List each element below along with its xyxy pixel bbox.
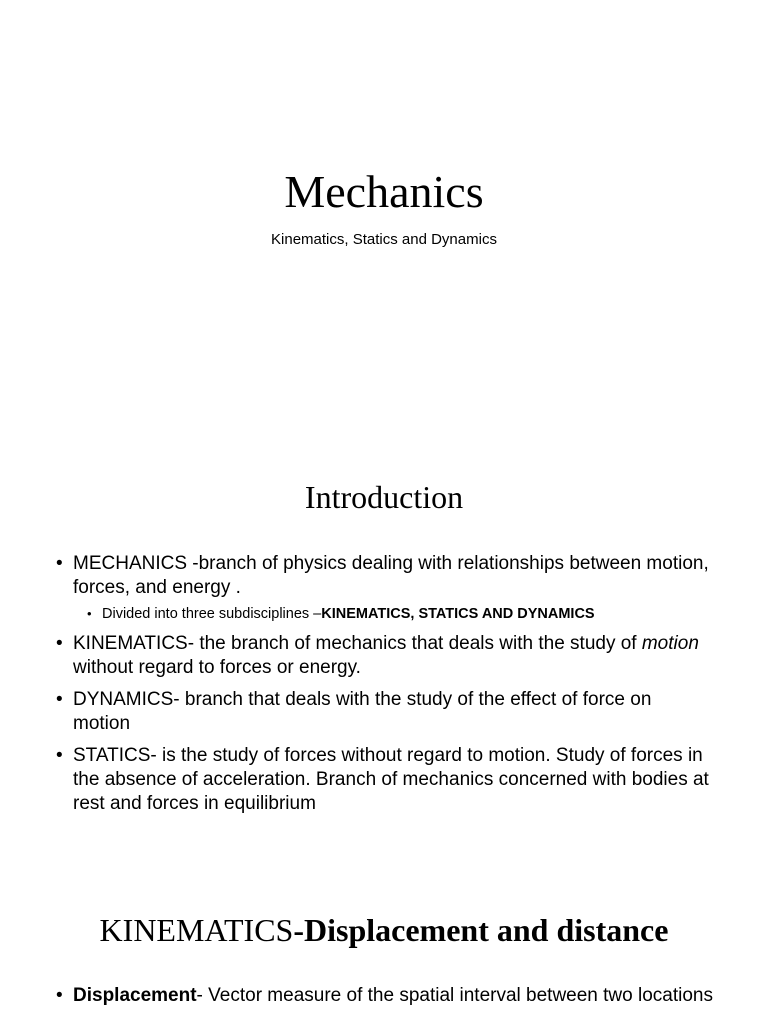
bullet-emphasis: KINEMATICS, STATICS AND DYNAMICS bbox=[321, 606, 595, 622]
bullet-text: STATICS- is the study of forces without regard to motion. Study of forces in the absence of acceleration. Branch of mechanics concerned with bodies at rest and forces in equilibrium bbox=[73, 745, 709, 814]
bullet-dynamics bbox=[0, 688, 713, 736]
bullet-mechanics bbox=[0, 552, 713, 600]
bullet-dot: • bbox=[87, 606, 92, 621]
heading-bold: -Displacement and distance bbox=[293, 912, 669, 948]
bullet-statics bbox=[0, 744, 713, 816]
bullet-dot: • bbox=[56, 553, 63, 574]
bullet-text-tail: without regard to forces or energy. bbox=[73, 657, 361, 678]
heading-plain: KINEMATICS bbox=[99, 912, 294, 948]
slide-heading: Introduction bbox=[304, 479, 464, 515]
bullet-list bbox=[0, 552, 722, 824]
title-slide bbox=[0, 0, 768, 438]
bullet-term: Displacement bbox=[73, 985, 197, 1006]
bullet-text: MECHANICS -branch of physics dealing with relationships between motion, forces, and energy . bbox=[73, 553, 709, 598]
bullet-dot: • bbox=[56, 633, 63, 654]
bullet-text: - Vector measure of the spatial interval between two locations bbox=[196, 985, 713, 1006]
slide-heading bbox=[0, 911, 768, 949]
bullet-kinematics bbox=[0, 632, 713, 680]
bullet-subdisciplines bbox=[0, 604, 722, 624]
slide-subtitle: Kinematics, Statics and Dynamics bbox=[271, 231, 497, 248]
introduction-slide bbox=[0, 438, 768, 870]
bullet-dot: • bbox=[56, 689, 63, 710]
bullet-dot: • bbox=[56, 985, 63, 1006]
bullet-text: Divided into three subdisciplines – bbox=[102, 606, 322, 622]
bullet-text: KINEMATICS- the branch of mechanics that deals with the study of bbox=[73, 633, 642, 654]
slide-title: Mechanics bbox=[284, 166, 484, 217]
bullet-list bbox=[0, 984, 713, 1016]
bullet-emphasis: motion bbox=[641, 633, 699, 654]
bullet-text: DYNAMICS- branch that deals with the study of the effect of force on motion bbox=[73, 689, 652, 734]
bullet-displacement bbox=[0, 984, 713, 1008]
bullet-dot: • bbox=[56, 745, 63, 766]
kinematics-slide bbox=[0, 870, 768, 1024]
